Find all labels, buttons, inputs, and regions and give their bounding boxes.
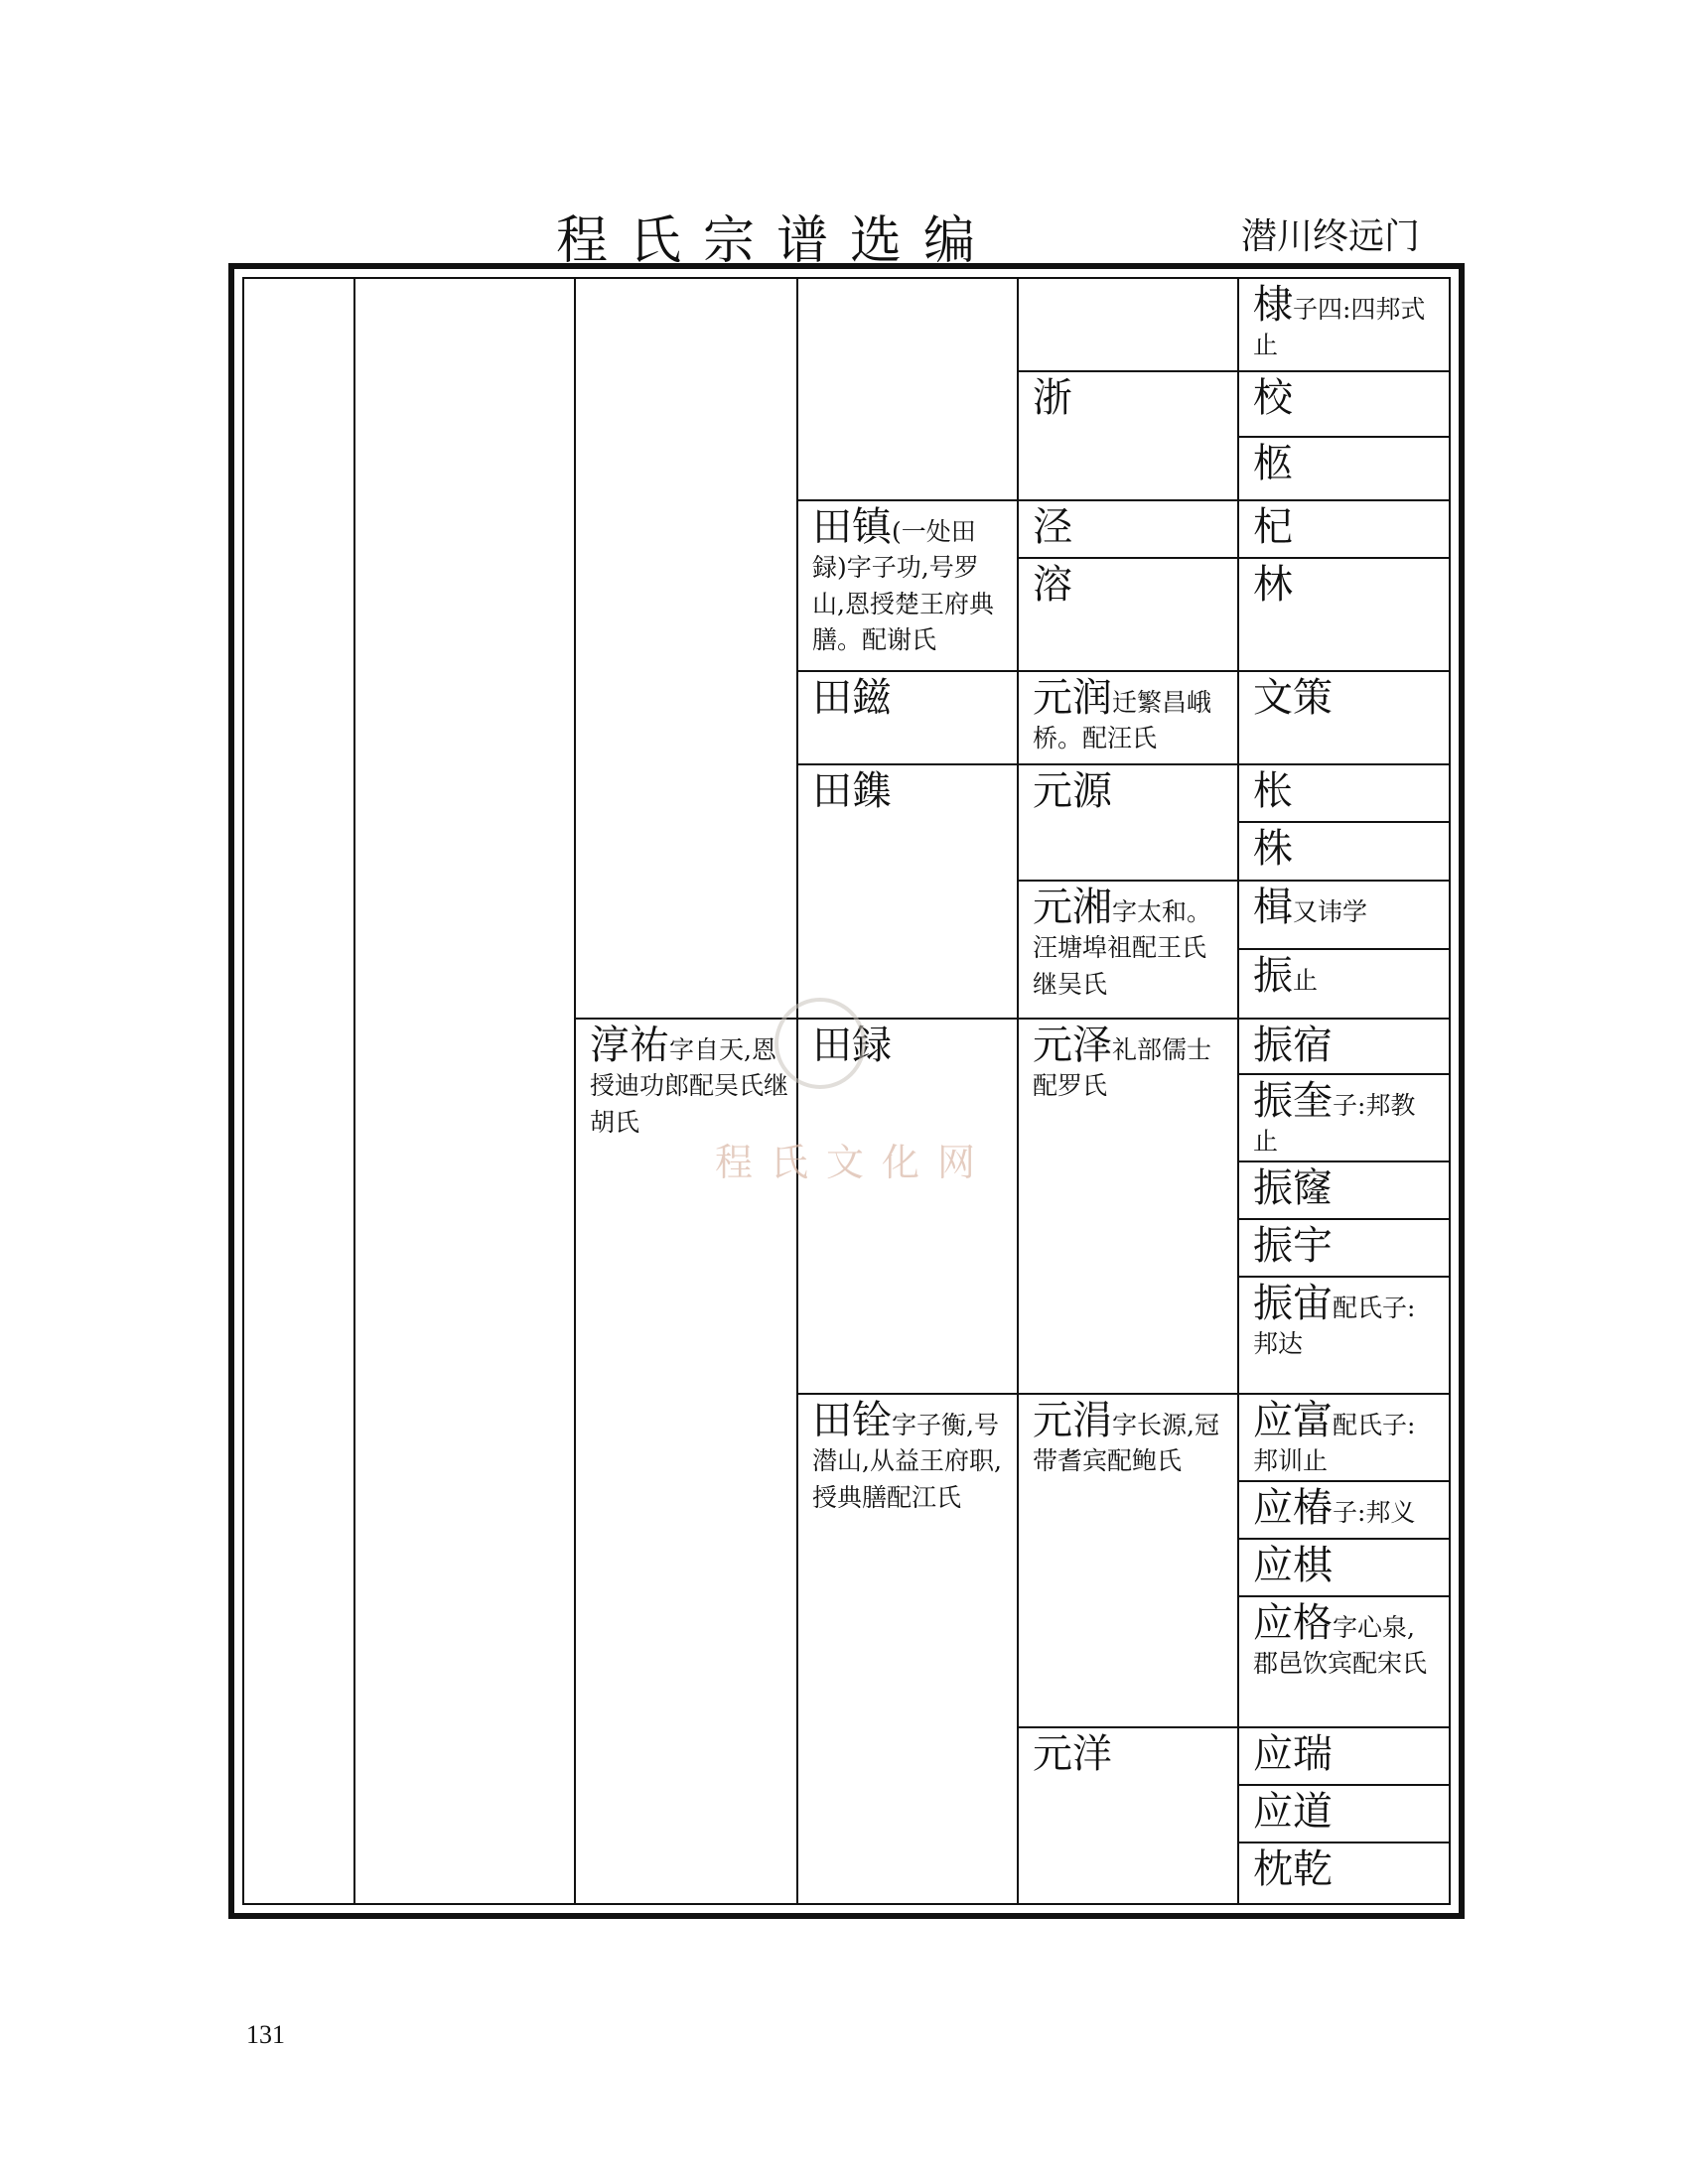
person-name: 株 bbox=[1253, 826, 1293, 872]
person-name: 浙 bbox=[1033, 375, 1072, 421]
person-entry bbox=[1019, 672, 1237, 757]
person-note: 字长源,冠带耆宾配鲍氏 bbox=[1033, 1411, 1219, 1476]
person-note: (一处田録)字子功,号罗山,恩授楚王府典膳。配谢氏 bbox=[812, 517, 994, 654]
person-name: 应格 bbox=[1253, 1600, 1333, 1646]
person-name: 应富 bbox=[1253, 1398, 1333, 1443]
person-entry bbox=[1019, 1395, 1237, 1480]
person-note: 子:邦教止 bbox=[1253, 1091, 1416, 1157]
person-entry bbox=[1019, 501, 1237, 549]
person-name: 田鏶 bbox=[812, 768, 892, 814]
person-entry bbox=[1019, 765, 1237, 813]
person-entry bbox=[1239, 1482, 1445, 1531]
person-name: 枨 bbox=[1253, 768, 1293, 814]
person-name: 文策 bbox=[1253, 675, 1333, 721]
person-entry bbox=[1239, 1843, 1445, 1891]
genealogy-table bbox=[228, 263, 1465, 1919]
person-note: 又讳学 bbox=[1293, 897, 1368, 926]
person-note: 止 bbox=[1293, 966, 1319, 995]
page-subtitle: 潜川终远门 bbox=[1241, 216, 1421, 257]
person-name: 应道 bbox=[1253, 1789, 1333, 1835]
seal-stamp bbox=[774, 998, 866, 1089]
person-note: 配氏子:邦达 bbox=[1253, 1294, 1416, 1359]
person-note: 字太和。汪塘埠祖配王氏继吴氏 bbox=[1033, 897, 1212, 999]
person-name: 林 bbox=[1253, 562, 1293, 608]
person-entry bbox=[1239, 672, 1445, 720]
person-entry bbox=[1019, 1728, 1237, 1776]
person-entry bbox=[1239, 559, 1445, 607]
person-name: 杞 bbox=[1253, 504, 1293, 550]
person-name: 元涓 bbox=[1033, 1398, 1112, 1443]
person-entry bbox=[1239, 279, 1445, 364]
person-entry bbox=[798, 1395, 1017, 1516]
person-entry bbox=[1239, 1075, 1445, 1160]
person-name: 振宿 bbox=[1253, 1023, 1333, 1068]
person-entry bbox=[1239, 501, 1445, 549]
person-name: 元润 bbox=[1033, 675, 1112, 721]
person-entry bbox=[1019, 882, 1237, 1003]
person-name: 田録 bbox=[812, 1023, 892, 1068]
person-name: 应椿 bbox=[1253, 1485, 1333, 1531]
person-entry bbox=[1239, 438, 1445, 485]
person-name: 元湘 bbox=[1033, 885, 1112, 930]
person-note: 字自天,恩授迪功郎配吴氏继胡氏 bbox=[590, 1035, 789, 1137]
person-name: 枕乾 bbox=[1253, 1846, 1333, 1892]
page-title: 程氏宗谱选编 bbox=[556, 211, 998, 271]
person-entry bbox=[1019, 372, 1237, 420]
person-entry bbox=[1239, 765, 1445, 813]
table-inner bbox=[242, 277, 1451, 1905]
person-name: 振奎 bbox=[1253, 1078, 1333, 1124]
person-note: 迁繁昌峨桥。配汪氏 bbox=[1033, 688, 1212, 753]
person-name: 柩 bbox=[1253, 441, 1293, 486]
person-entry bbox=[1239, 1220, 1445, 1268]
person-entry bbox=[1239, 372, 1445, 420]
person-entry bbox=[1239, 882, 1445, 930]
person-note: 礼部儒士配罗氏 bbox=[1033, 1035, 1212, 1101]
person-entry bbox=[1239, 1728, 1445, 1776]
person-entry bbox=[1239, 1020, 1445, 1067]
person-entry bbox=[1019, 1020, 1237, 1105]
person-note: 字子衡,号潜山,从益王府职,授典膳配江氏 bbox=[812, 1411, 1002, 1512]
person-entry bbox=[1239, 1162, 1445, 1210]
person-note: 子:邦义 bbox=[1333, 1498, 1416, 1527]
person-entry bbox=[1239, 1540, 1445, 1587]
person-entry bbox=[1239, 1278, 1445, 1363]
page-number: 131 bbox=[246, 2020, 285, 2049]
person-entry bbox=[798, 765, 1017, 813]
person-name: 振宇 bbox=[1253, 1223, 1333, 1269]
person-name: 棣 bbox=[1253, 282, 1293, 328]
person-name: 田鎡 bbox=[812, 675, 892, 721]
person-name: 淳祐 bbox=[590, 1023, 669, 1068]
col-divider bbox=[353, 279, 355, 1903]
person-entry bbox=[1239, 1597, 1445, 1683]
person-entry bbox=[576, 1020, 796, 1141]
person-name: 振 bbox=[1253, 953, 1293, 999]
person-entry bbox=[798, 501, 1017, 658]
person-entry bbox=[798, 672, 1017, 720]
person-entry bbox=[1239, 950, 1445, 999]
person-entry bbox=[1239, 1786, 1445, 1834]
person-name: 泾 bbox=[1033, 504, 1072, 550]
person-name: 楫 bbox=[1253, 885, 1293, 930]
person-name: 校 bbox=[1253, 375, 1293, 421]
person-note: 子四:四邦式止 bbox=[1253, 295, 1426, 360]
person-name: 元源 bbox=[1033, 768, 1112, 814]
person-name: 振宙 bbox=[1253, 1281, 1333, 1326]
person-name: 元洋 bbox=[1033, 1731, 1112, 1777]
watermark: 程氏文化网 bbox=[715, 1141, 994, 1184]
person-note: 配氏子:邦训止 bbox=[1253, 1411, 1416, 1476]
person-name: 应瑞 bbox=[1253, 1731, 1333, 1777]
person-entry bbox=[1239, 1395, 1445, 1480]
person-entry bbox=[1239, 823, 1445, 871]
person-name: 田铨 bbox=[812, 1398, 892, 1443]
person-name: 田镇 bbox=[812, 504, 892, 550]
person-note: 字心泉,郡邑饮宾配宋氏 bbox=[1253, 1613, 1428, 1679]
person-name: 振窿 bbox=[1253, 1165, 1333, 1211]
person-name: 应棋 bbox=[1253, 1543, 1333, 1588]
person-entry bbox=[1019, 559, 1237, 607]
person-name: 溶 bbox=[1033, 562, 1072, 608]
person-name: 元泽 bbox=[1033, 1023, 1112, 1068]
